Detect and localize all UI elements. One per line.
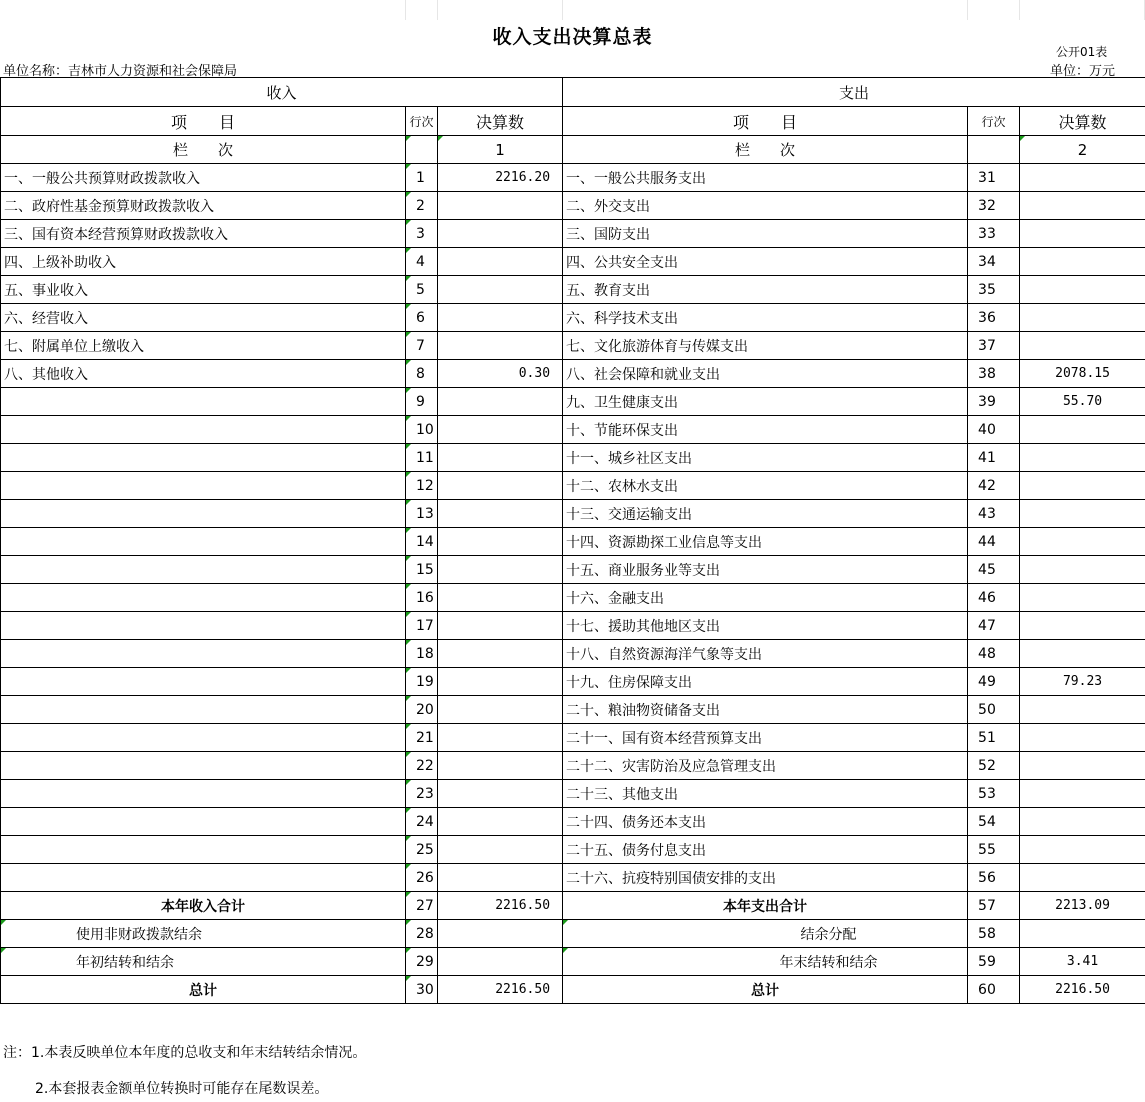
report-title: 收入支出决算总表 bbox=[492, 26, 653, 48]
expense-line-cell[interactable]: 48 bbox=[968, 640, 1020, 668]
table-row bbox=[1, 416, 1145, 444]
table-row bbox=[1, 752, 1145, 780]
income-summary-amount[interactable] bbox=[438, 920, 563, 948]
income-item-cell[interactable] bbox=[1, 668, 406, 696]
table-row bbox=[1, 836, 1145, 864]
expense-item-cell[interactable]: 二十、粮油物资储备支出 bbox=[563, 696, 968, 724]
expense-summary-label[interactable]: 总计 bbox=[563, 976, 968, 1004]
table-row bbox=[1, 304, 1145, 332]
income-line-header[interactable]: 行次 bbox=[406, 107, 438, 136]
income-summary-label[interactable]: 本年收入合计 bbox=[1, 892, 406, 920]
expense-item-cell[interactable]: 九、卫生健康支出 bbox=[563, 388, 968, 416]
expense-item-cell[interactable]: 五、教育支出 bbox=[563, 276, 968, 304]
expense-summary-line[interactable]: 58 bbox=[968, 920, 1020, 948]
income-item-cell[interactable]: 五、事业收入 bbox=[1, 276, 406, 304]
expense-item-cell[interactable]: 十九、住房保障支出 bbox=[563, 668, 968, 696]
income-line-cell[interactable]: 8 bbox=[406, 360, 438, 388]
expense-amount-cell[interactable] bbox=[1020, 836, 1145, 864]
income-line-cell[interactable]: 19 bbox=[406, 668, 438, 696]
income-summary-amount[interactable] bbox=[438, 948, 563, 976]
income-item-cell[interactable] bbox=[1, 528, 406, 556]
expense-amount-cell[interactable] bbox=[1020, 220, 1145, 248]
income-line-cell[interactable]: 26 bbox=[406, 864, 438, 892]
expense-line-header[interactable]: 行次 bbox=[968, 107, 1020, 136]
expense-amount-cell[interactable] bbox=[1020, 640, 1145, 668]
expense-amount-cell[interactable] bbox=[1020, 780, 1145, 808]
income-amount-cell[interactable] bbox=[438, 752, 563, 780]
income-summary-label[interactable]: 总计 bbox=[1, 976, 406, 1004]
income-amount-cell[interactable]: 0.30 bbox=[438, 360, 563, 388]
income-item-cell[interactable] bbox=[1, 640, 406, 668]
income-item-cell[interactable]: 六、经营收入 bbox=[1, 304, 406, 332]
expense-line-cell[interactable]: 37 bbox=[968, 332, 1020, 360]
income-line-cell[interactable]: 24 bbox=[406, 808, 438, 836]
expense-line-cell[interactable]: 54 bbox=[968, 808, 1020, 836]
table-row bbox=[1, 556, 1145, 584]
expense-line-cell[interactable]: 46 bbox=[968, 584, 1020, 612]
expense-amount-cell[interactable] bbox=[1020, 416, 1145, 444]
income-summary-line[interactable]: 28 bbox=[406, 920, 438, 948]
income-amount-cell[interactable] bbox=[438, 500, 563, 528]
table-row bbox=[1, 332, 1145, 360]
currency-unit: 单位：万元 bbox=[1050, 64, 1116, 79]
income-item-cell[interactable] bbox=[1, 724, 406, 752]
income-amount-cell[interactable] bbox=[438, 612, 563, 640]
expense-line-cell[interactable]: 35 bbox=[968, 276, 1020, 304]
income-amount-cell[interactable] bbox=[438, 444, 563, 472]
expense-column-line[interactable] bbox=[968, 136, 1020, 164]
expense-amount-cell[interactable]: 55.70 bbox=[1020, 388, 1145, 416]
income-amount-cell[interactable] bbox=[438, 640, 563, 668]
income-item-cell[interactable] bbox=[1, 752, 406, 780]
expense-amount-cell[interactable] bbox=[1020, 556, 1145, 584]
table-row bbox=[1, 500, 1145, 528]
table-row bbox=[1, 192, 1145, 220]
sheet-top-gridlines bbox=[0, 0, 1145, 20]
table-row bbox=[1, 696, 1145, 724]
expense-amount-header[interactable]: 决算数 bbox=[1020, 107, 1145, 136]
expense-line-cell[interactable]: 34 bbox=[968, 248, 1020, 276]
expense-amount-cell[interactable] bbox=[1020, 696, 1145, 724]
income-amount-cell[interactable] bbox=[438, 276, 563, 304]
table-row bbox=[1, 444, 1145, 472]
income-item-cell[interactable] bbox=[1, 696, 406, 724]
expense-line-cell[interactable]: 40 bbox=[968, 416, 1020, 444]
income-amount-cell[interactable] bbox=[438, 248, 563, 276]
income-amount-cell[interactable] bbox=[438, 808, 563, 836]
expense-item-cell[interactable]: 十八、自然资源海洋气象等支出 bbox=[563, 640, 968, 668]
income-amount-cell[interactable] bbox=[438, 724, 563, 752]
expense-item-cell[interactable]: 十四、资源勘探工业信息等支出 bbox=[563, 528, 968, 556]
income-line-cell[interactable]: 20 bbox=[406, 696, 438, 724]
expense-item-cell[interactable]: 八、社会保障和就业支出 bbox=[563, 360, 968, 388]
expense-item-cell[interactable]: 二十六、抗疫特别国债安排的支出 bbox=[563, 864, 968, 892]
income-item-cell[interactable] bbox=[1, 500, 406, 528]
expense-item-cell[interactable]: 二十一、国有资本经营预算支出 bbox=[563, 724, 968, 752]
income-summary-label[interactable]: 使用非财政拨款结余 bbox=[1, 920, 406, 948]
income-line-cell[interactable]: 16 bbox=[406, 584, 438, 612]
expense-item-cell[interactable]: 十三、交通运输支出 bbox=[563, 500, 968, 528]
expense-amount-cell[interactable] bbox=[1020, 500, 1145, 528]
income-amount-cell[interactable] bbox=[438, 696, 563, 724]
income-line-cell[interactable]: 21 bbox=[406, 724, 438, 752]
income-amount-cell[interactable] bbox=[438, 864, 563, 892]
expense-line-cell[interactable]: 52 bbox=[968, 752, 1020, 780]
expense-summary-amount[interactable]: 3.41 bbox=[1020, 948, 1145, 976]
table-row bbox=[1, 276, 1145, 304]
expense-amount-cell[interactable] bbox=[1020, 584, 1145, 612]
expense-item-cell[interactable]: 三、国防支出 bbox=[563, 220, 968, 248]
income-amount-cell[interactable] bbox=[438, 780, 563, 808]
expense-item-cell[interactable]: 十五、商业服务业等支出 bbox=[563, 556, 968, 584]
income-amount-header[interactable]: 决算数 bbox=[438, 107, 563, 136]
income-item-cell[interactable]: 四、上级补助收入 bbox=[1, 248, 406, 276]
table-row bbox=[1, 864, 1145, 892]
expense-summary-label[interactable]: 年末结转和结余 bbox=[563, 948, 968, 976]
expense-amount-cell[interactable] bbox=[1020, 724, 1145, 752]
table-row bbox=[1, 164, 1145, 192]
expense-amount-cell[interactable] bbox=[1020, 248, 1145, 276]
expense-item-cell[interactable]: 二十五、债务付息支出 bbox=[563, 836, 968, 864]
income-amount-cell[interactable] bbox=[438, 584, 563, 612]
expense-item-cell[interactable]: 十、节能环保支出 bbox=[563, 416, 968, 444]
expense-summary-line[interactable]: 60 bbox=[968, 976, 1020, 1004]
income-item-cell[interactable] bbox=[1, 556, 406, 584]
income-item-cell[interactable] bbox=[1, 612, 406, 640]
summary-row bbox=[1, 920, 1145, 948]
expense-item-cell[interactable]: 十二、农林水支出 bbox=[563, 472, 968, 500]
expense-line-cell[interactable]: 33 bbox=[968, 220, 1020, 248]
income-line-cell[interactable]: 2 bbox=[406, 192, 438, 220]
income-line-cell[interactable]: 7 bbox=[406, 332, 438, 360]
expense-column-label[interactable]: 栏 次 bbox=[563, 136, 968, 164]
table-row bbox=[1, 780, 1145, 808]
expense-amount-cell[interactable] bbox=[1020, 164, 1145, 192]
expense-line-cell[interactable]: 32 bbox=[968, 192, 1020, 220]
income-line-cell[interactable]: 5 bbox=[406, 276, 438, 304]
income-line-cell[interactable]: 25 bbox=[406, 836, 438, 864]
expense-item-cell[interactable]: 二、外交支出 bbox=[563, 192, 968, 220]
income-summary-amount[interactable]: 2216.50 bbox=[438, 892, 563, 920]
income-item-cell[interactable]: 七、附属单位上缴收入 bbox=[1, 332, 406, 360]
expense-amount-cell[interactable]: 2078.15 bbox=[1020, 360, 1145, 388]
income-line-cell[interactable]: 6 bbox=[406, 304, 438, 332]
expense-line-cell[interactable]: 56 bbox=[968, 864, 1020, 892]
expense-amount-cell[interactable] bbox=[1020, 808, 1145, 836]
table-row bbox=[1, 388, 1145, 416]
income-column-label[interactable]: 栏 次 bbox=[1, 136, 406, 164]
income-summary-line[interactable]: 30 bbox=[406, 976, 438, 1004]
income-item-cell[interactable] bbox=[1, 808, 406, 836]
income-line-cell[interactable]: 11 bbox=[406, 444, 438, 472]
income-amount-cell[interactable] bbox=[438, 472, 563, 500]
income-line-cell[interactable]: 17 bbox=[406, 612, 438, 640]
income-item-cell[interactable] bbox=[1, 416, 406, 444]
expense-amount-cell[interactable] bbox=[1020, 192, 1145, 220]
expense-line-cell[interactable]: 31 bbox=[968, 164, 1020, 192]
expense-item-cell[interactable]: 十六、金融支出 bbox=[563, 584, 968, 612]
expense-summary-label[interactable]: 结余分配 bbox=[563, 920, 968, 948]
expense-item-cell[interactable]: 六、科学技术支出 bbox=[563, 304, 968, 332]
table-row bbox=[1, 584, 1145, 612]
expense-summary-label[interactable]: 本年支出合计 bbox=[563, 892, 968, 920]
income-amount-cell[interactable] bbox=[438, 668, 563, 696]
income-line-cell[interactable]: 15 bbox=[406, 556, 438, 584]
expense-item-cell[interactable]: 一、一般公共服务支出 bbox=[563, 164, 968, 192]
expense-amount-cell[interactable] bbox=[1020, 304, 1145, 332]
table-row bbox=[1, 248, 1145, 276]
expense-line-cell[interactable]: 55 bbox=[968, 836, 1020, 864]
expense-item-header[interactable]: 项 目 bbox=[563, 107, 968, 136]
expense-item-cell[interactable]: 十一、城乡社区支出 bbox=[563, 444, 968, 472]
income-item-cell[interactable]: 三、国有资本经营预算财政拨款收入 bbox=[1, 220, 406, 248]
income-line-cell[interactable]: 22 bbox=[406, 752, 438, 780]
expense-item-cell[interactable]: 四、公共安全支出 bbox=[563, 248, 968, 276]
expense-summary-amount[interactable]: 2213.09 bbox=[1020, 892, 1145, 920]
expense-line-cell[interactable]: 50 bbox=[968, 696, 1020, 724]
income-item-cell[interactable] bbox=[1, 584, 406, 612]
table-row bbox=[1, 640, 1145, 668]
expense-header[interactable]: 支出 bbox=[563, 78, 1145, 107]
expense-item-cell[interactable]: 二十三、其他支出 bbox=[563, 780, 968, 808]
income-line-cell[interactable]: 9 bbox=[406, 388, 438, 416]
expense-amount-cell[interactable] bbox=[1020, 444, 1145, 472]
income-item-cell[interactable] bbox=[1, 472, 406, 500]
expense-amount-cell[interactable] bbox=[1020, 612, 1145, 640]
income-amount-cell[interactable] bbox=[438, 528, 563, 556]
summary-row bbox=[1, 892, 1145, 920]
income-expense-table bbox=[0, 77, 1145, 1004]
income-item-cell[interactable] bbox=[1, 388, 406, 416]
income-line-cell[interactable]: 10 bbox=[406, 416, 438, 444]
income-item-cell[interactable]: 一、一般公共预算财政拨款收入 bbox=[1, 164, 406, 192]
income-line-cell[interactable]: 1 bbox=[406, 164, 438, 192]
income-amount-cell[interactable] bbox=[438, 304, 563, 332]
expense-summary-amount[interactable] bbox=[1020, 920, 1145, 948]
income-column-line[interactable] bbox=[406, 136, 438, 164]
form-number: 公开01表 bbox=[1056, 45, 1108, 59]
table-row bbox=[1, 808, 1145, 836]
income-item-cell[interactable] bbox=[1, 444, 406, 472]
expense-column-number[interactable]: 2 bbox=[1020, 136, 1145, 164]
expense-line-cell[interactable]: 47 bbox=[968, 612, 1020, 640]
expense-amount-cell[interactable] bbox=[1020, 276, 1145, 304]
table-body bbox=[1, 164, 1145, 1004]
income-line-cell[interactable]: 23 bbox=[406, 780, 438, 808]
expense-summary-line[interactable]: 57 bbox=[968, 892, 1020, 920]
income-line-cell[interactable]: 12 bbox=[406, 472, 438, 500]
income-summary-line[interactable]: 29 bbox=[406, 948, 438, 976]
income-summary-line[interactable]: 27 bbox=[406, 892, 438, 920]
note-2: 2.本套报表金额单位转换时可能存在尾数误差。 bbox=[35, 1081, 329, 1097]
expense-amount-cell[interactable] bbox=[1020, 528, 1145, 556]
expense-line-cell[interactable]: 44 bbox=[968, 528, 1020, 556]
income-line-cell[interactable]: 14 bbox=[406, 528, 438, 556]
income-line-cell[interactable]: 13 bbox=[406, 500, 438, 528]
expense-line-cell[interactable]: 43 bbox=[968, 500, 1020, 528]
expense-line-cell[interactable]: 42 bbox=[968, 472, 1020, 500]
expense-line-cell[interactable]: 41 bbox=[968, 444, 1020, 472]
expense-line-cell[interactable]: 53 bbox=[968, 780, 1020, 808]
expense-amount-cell[interactable] bbox=[1020, 472, 1145, 500]
table-row bbox=[1, 472, 1145, 500]
income-amount-cell[interactable] bbox=[438, 220, 563, 248]
income-amount-cell[interactable] bbox=[438, 416, 563, 444]
table-row bbox=[1, 724, 1145, 752]
income-item-cell[interactable]: 二、政府性基金预算财政拨款收入 bbox=[1, 192, 406, 220]
expense-line-cell[interactable]: 45 bbox=[968, 556, 1020, 584]
income-column-number[interactable]: 1 bbox=[438, 136, 563, 164]
expense-line-cell[interactable]: 36 bbox=[968, 304, 1020, 332]
table-row bbox=[1, 528, 1145, 556]
unit-name: 单位名称：吉林市人力资源和社会保障局 bbox=[3, 64, 238, 79]
expense-line-cell[interactable]: 51 bbox=[968, 724, 1020, 752]
expense-amount-cell[interactable]: 79.23 bbox=[1020, 668, 1145, 696]
income-item-cell[interactable]: 八、其他收入 bbox=[1, 360, 406, 388]
income-header[interactable]: 收入 bbox=[1, 78, 563, 107]
expense-summary-line[interactable]: 59 bbox=[968, 948, 1020, 976]
income-item-cell[interactable] bbox=[1, 836, 406, 864]
expense-amount-cell[interactable] bbox=[1020, 864, 1145, 892]
expense-amount-cell[interactable] bbox=[1020, 752, 1145, 780]
income-summary-label[interactable]: 年初结转和结余 bbox=[1, 948, 406, 976]
expense-summary-amount[interactable]: 2216.50 bbox=[1020, 976, 1145, 1004]
income-line-cell[interactable]: 4 bbox=[406, 248, 438, 276]
income-item-cell[interactable] bbox=[1, 780, 406, 808]
expense-item-cell[interactable]: 二十二、灾害防治及应急管理支出 bbox=[563, 752, 968, 780]
expense-item-cell[interactable]: 二十四、债务还本支出 bbox=[563, 808, 968, 836]
expense-amount-cell[interactable] bbox=[1020, 332, 1145, 360]
expense-item-cell[interactable]: 七、文化旅游体育与传媒支出 bbox=[563, 332, 968, 360]
income-amount-cell[interactable]: 2216.20 bbox=[438, 164, 563, 192]
income-line-cell[interactable]: 3 bbox=[406, 220, 438, 248]
income-item-cell[interactable] bbox=[1, 864, 406, 892]
summary-row bbox=[1, 948, 1145, 976]
summary-row bbox=[1, 976, 1145, 1004]
income-item-header[interactable]: 项 目 bbox=[1, 107, 406, 136]
expense-line-cell[interactable]: 38 bbox=[968, 360, 1020, 388]
income-line-cell[interactable]: 18 bbox=[406, 640, 438, 668]
table-row bbox=[1, 360, 1145, 388]
table-row bbox=[1, 612, 1145, 640]
table-row bbox=[1, 668, 1145, 696]
table-row bbox=[1, 220, 1145, 248]
income-amount-cell[interactable] bbox=[438, 556, 563, 584]
income-summary-amount[interactable]: 2216.50 bbox=[438, 976, 563, 1004]
expense-item-cell[interactable]: 十七、援助其他地区支出 bbox=[563, 612, 968, 640]
income-amount-cell[interactable] bbox=[438, 192, 563, 220]
note-1: 注：1.本表反映单位本年度的总收支和年末结转结余情况。 bbox=[3, 1045, 367, 1061]
income-amount-cell[interactable] bbox=[438, 836, 563, 864]
expense-line-cell[interactable]: 49 bbox=[968, 668, 1020, 696]
income-amount-cell[interactable] bbox=[438, 388, 563, 416]
expense-line-cell[interactable]: 39 bbox=[968, 388, 1020, 416]
income-amount-cell[interactable] bbox=[438, 332, 563, 360]
